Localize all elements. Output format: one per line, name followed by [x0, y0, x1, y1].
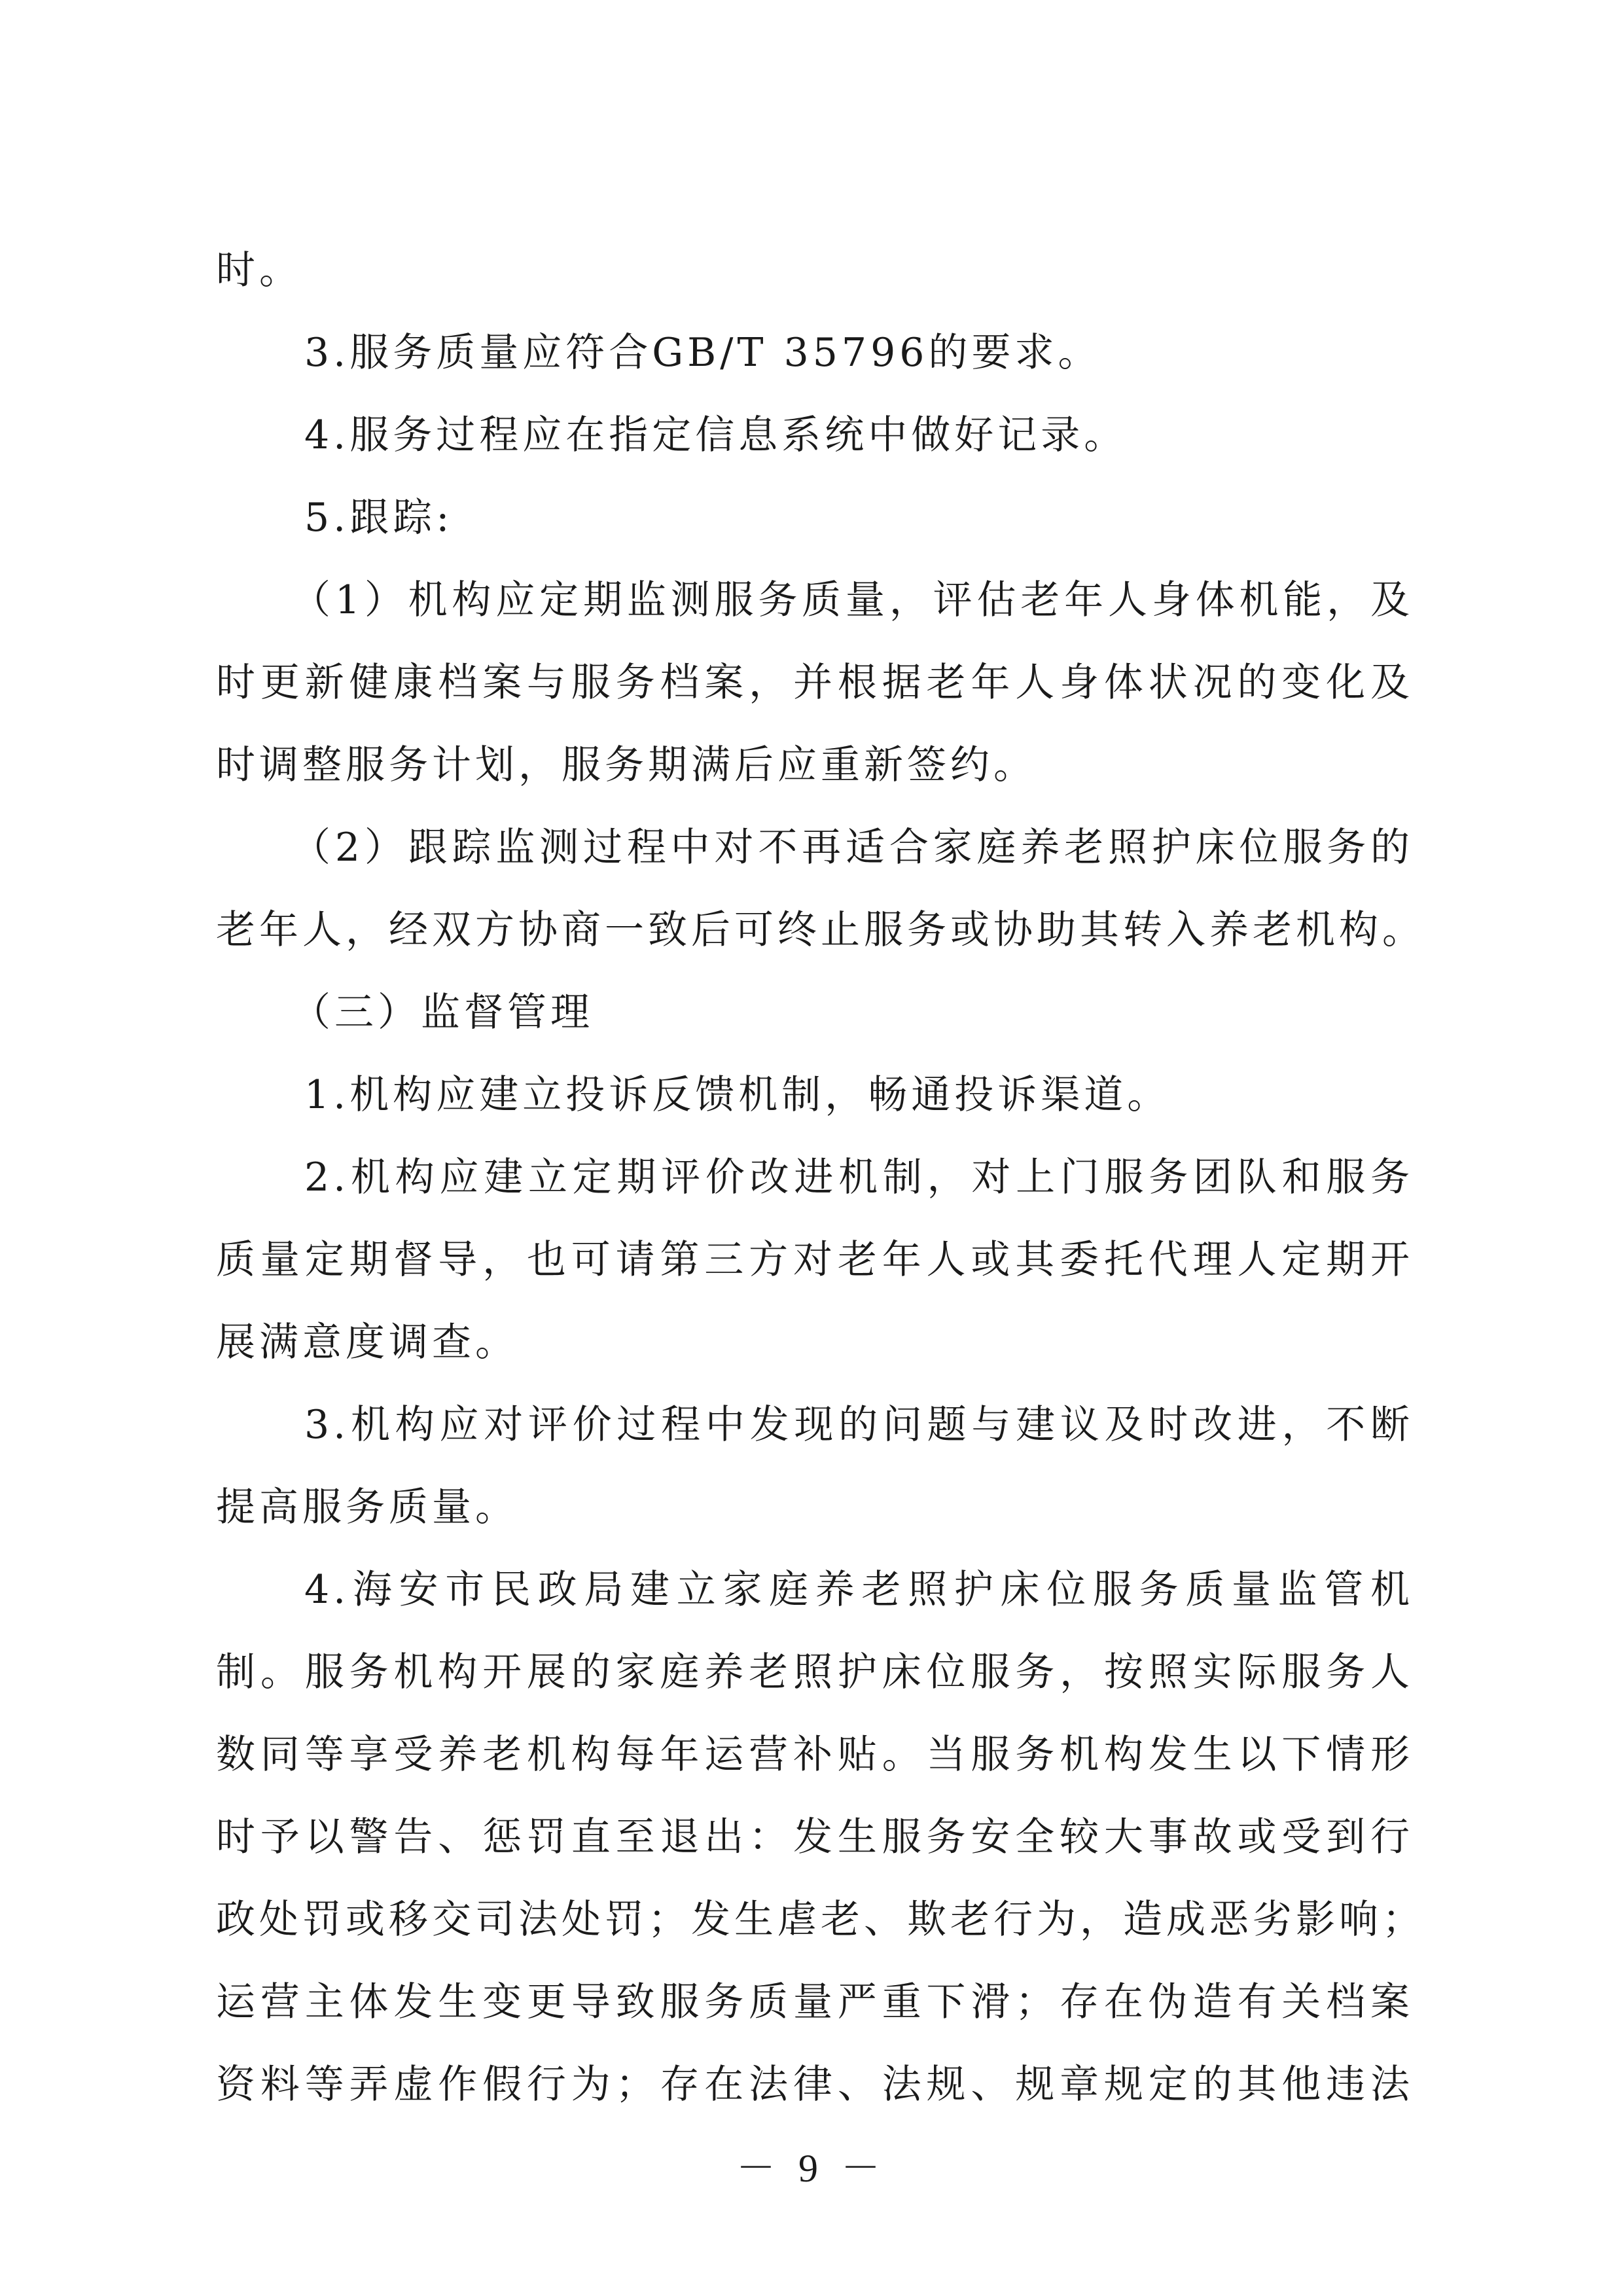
text-line: （2）跟踪监测过程中对不再适合家庭养老照护床位服务的	[291, 825, 1414, 870]
text-line: 3.机构应对评价过程中发现的问题与建议及时改进，不断	[304, 1402, 1414, 1448]
text-line: 运营主体发生变更导致服务质量严重下滑；存在伪造有关档案	[216, 1979, 1414, 2025]
text-line: 提高服务质量。	[216, 1484, 518, 1530]
text-line: 时更新健康档案与服务档案，并根据老年人身体状况的变化及	[216, 660, 1414, 706]
text-line: 4.海安市民政局建立家庭养老照护床位服务质量监管机	[304, 1567, 1414, 1613]
text-line: 老年人，经双方协商一致后可终止服务或协助其转入养老机构。	[216, 907, 1425, 953]
text-line: 时。	[216, 247, 302, 293]
page-number: － 9 －	[736, 2147, 887, 2190]
text-line: 2.机构应建立定期评价改进机制，对上门服务团队和服务	[304, 1155, 1414, 1200]
text-line: 质量定期督导，也可请第三方对老年人或其委托代理人定期开	[216, 1237, 1414, 1283]
text-line: 展满意度调查。	[216, 1319, 518, 1365]
text-line: 4.服务过程应在指定信息系统中做好记录。	[304, 412, 1128, 458]
text-line: 5.跟踪:	[304, 495, 454, 541]
text-line: 时调整服务计划，服务期满后应重新签约。	[216, 742, 1037, 788]
text-line: 数同等享受养老机构每年运营补贴。当服务机构发生以下情形	[216, 1732, 1414, 1778]
text-line: 制。服务机构开展的家庭养老照护床位服务，按照实际服务人	[216, 1649, 1414, 1695]
text-line: 资料等弄虚作假行为；存在法律、法规、规章规定的其他违法	[216, 2062, 1414, 2108]
body-text	[216, 229, 1425, 2126]
section-heading: （三）监督管理	[291, 990, 594, 1035]
text-line: 政处罚或移交司法处罚；发生虐老、欺老行为，造成恶劣影响；	[216, 1897, 1425, 1943]
text-line: 3.服务质量应符合GB/T 35796的要求。	[304, 330, 1101, 376]
text-line: 1.机构应建立投诉反馈机制，畅通投诉渠道。	[304, 1072, 1171, 1118]
text-line: （1）机构应定期监测服务质量，评估老年人身体机能，及	[291, 577, 1414, 623]
text-line: 时予以警告、惩罚直至退出：发生服务安全较大事故或受到行	[216, 1814, 1414, 1860]
